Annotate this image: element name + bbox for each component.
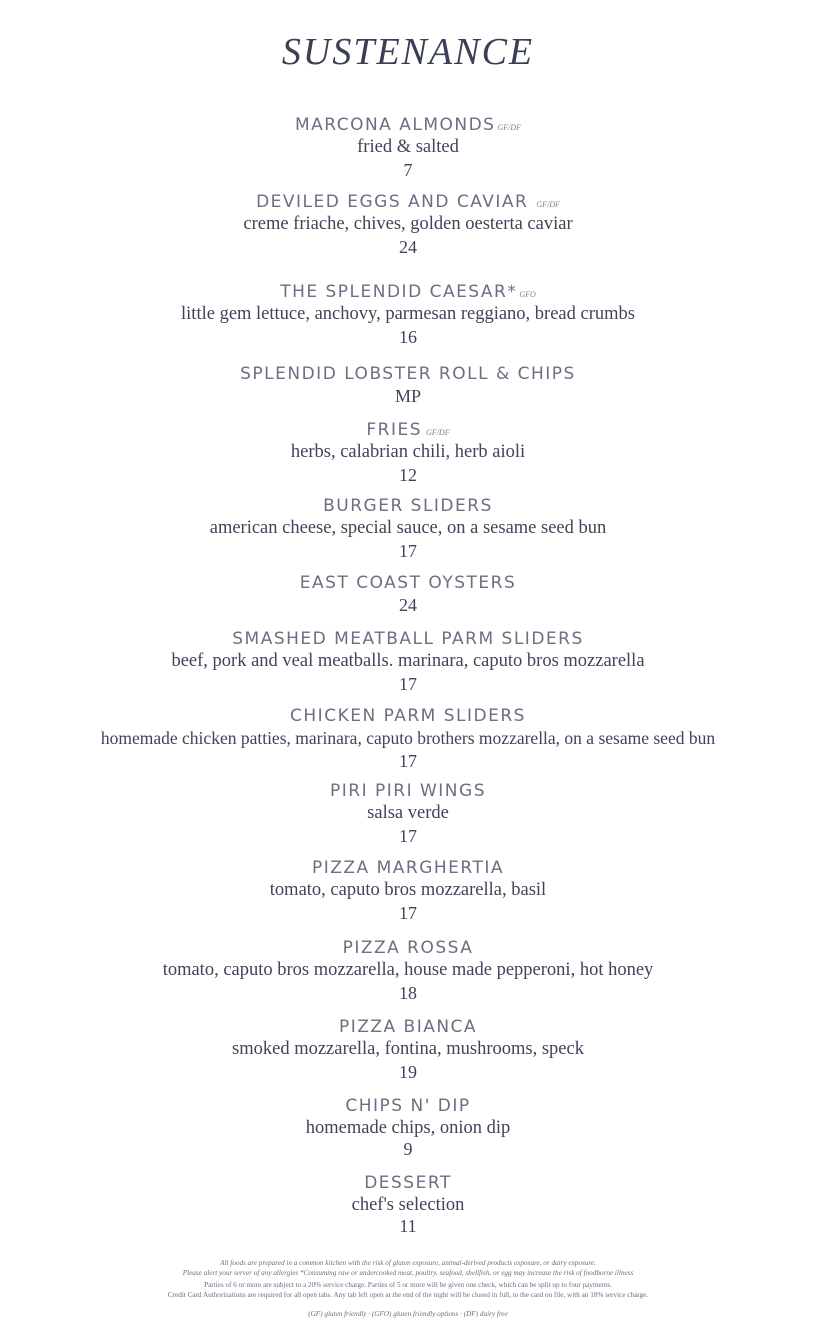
dietary-tag: GF/DF (426, 428, 450, 437)
item-description: homemade chips, onion dip (305, 1118, 511, 1138)
menu-item (0, 419, 816, 487)
item-name: PIRI PIRI WINGS (330, 781, 486, 801)
menu-item (0, 780, 816, 848)
item-name: EAST COAST OYSTERS (299, 573, 517, 593)
item-price: 17 (399, 903, 417, 923)
item-description: tomato, caputo bros mozzarella, basil (269, 880, 547, 900)
item-price: 24 (399, 237, 417, 257)
item-description: chef's selection (351, 1195, 465, 1215)
dietary-legend (0, 1309, 816, 1319)
dietary-tag: GFO (519, 290, 536, 299)
menu-item (0, 114, 816, 182)
item-price: 11 (399, 1216, 417, 1236)
item-description: creme friache, chives, golden oesterta caviar (243, 214, 573, 234)
item-name: SPLENDID LOBSTER ROLL & CHIPS (240, 364, 576, 384)
menu-item (0, 363, 816, 408)
footer-disclaimer (0, 1258, 816, 1300)
menu-item (0, 1172, 816, 1235)
item-name: BURGER SLIDERS (323, 496, 493, 516)
item-price: 12 (399, 465, 417, 485)
dietary-tag: GF/DF (536, 200, 560, 209)
menu-item (0, 1095, 816, 1158)
allergen-notice: All foods are prepared in a common kitchen with the risk of gluten exposure, animal-derived products exposure, or dairy exposure. (220, 1259, 596, 1267)
menu-item (0, 495, 816, 563)
page-title: SUSTENANCE (281, 31, 535, 73)
menu-item (0, 857, 816, 925)
item-price: 18 (399, 983, 417, 1003)
item-price: 16 (399, 327, 417, 347)
item-description: smoked mozzarella, fontina, mushrooms, speck (232, 1039, 584, 1059)
item-price: 17 (399, 751, 417, 771)
item-description: american cheese, special sauce, on a sesame seed bun (209, 518, 607, 538)
tab-policy: Credit Card Authorizations are required for all open tabs. Any tab left open at the end of the night will be closed in full, to the card on file, with an 18% service charge. (167, 1291, 649, 1299)
item-name: THE SPLENDID CAESAR* GFO (280, 282, 536, 302)
menu-item (0, 705, 816, 773)
item-price: 17 (399, 674, 417, 694)
item-name: CHICKEN PARM SLIDERS (290, 706, 526, 726)
item-description: herbs, calabrian chili, herb aioli (290, 442, 526, 462)
item-price: 17 (399, 541, 417, 561)
menu-item (0, 572, 816, 617)
item-price: 9 (403, 1139, 413, 1159)
item-price: 7 (403, 160, 413, 180)
item-name: PIZZA BIANCA (338, 1017, 478, 1037)
item-name: SMASHED MEATBALL PARM SLIDERS (232, 629, 584, 649)
menu-item (0, 628, 816, 696)
item-description: beef, pork and veal meatballs. marinara, caputo bros mozzarella (171, 651, 645, 671)
item-name: DEVILED EGGS AND CAVIAR GF/DF (256, 192, 560, 212)
item-name: FRIES GF/DF (366, 420, 450, 440)
menu-item (0, 937, 816, 1005)
item-name: CHIPS N' DIP (345, 1096, 471, 1116)
dietary-tag: GF/DF (497, 123, 522, 132)
item-name: DESSERT (364, 1173, 452, 1193)
party-policy: Parties of 6 or more are subject to a 20% service charge. Parties of 5 or more will be given one check, which can be split up to four payments. (204, 1281, 612, 1289)
item-description: homemade chicken patties, marinara, caputo brothers mozzarella, on a sesame seed bun (100, 728, 716, 748)
item-name: PIZZA MARGHERTIA (312, 858, 504, 878)
menu-item (0, 281, 816, 349)
menu-item (0, 191, 816, 259)
item-name: MARCONA ALMONDS GF/DF (294, 115, 522, 135)
item-description: little gem lettuce, anchovy, parmesan reggiano, bread crumbs (181, 304, 635, 324)
item-price: MP (394, 386, 421, 406)
item-description: tomato, caputo bros mozzarella, house made pepperoni, hot honey (162, 960, 654, 980)
item-description: salsa verde (367, 803, 449, 823)
raw-food-notice: Please alert your server of any allergies *Consuming raw or undercooked meat, poultry, seafood, shellfish, or egg may increase the risk of foodborne illness (182, 1269, 634, 1277)
item-price: 19 (399, 1062, 417, 1082)
item-description: fried & salted (357, 137, 459, 157)
item-price: 24 (399, 595, 417, 615)
item-price: 17 (399, 826, 417, 846)
legend-text: (GF) gluten friendly · (GFO) gluten friendly options · (DF) dairy free (308, 1310, 508, 1318)
menu-item (0, 1016, 816, 1084)
item-name: PIZZA ROSSA (342, 938, 474, 958)
